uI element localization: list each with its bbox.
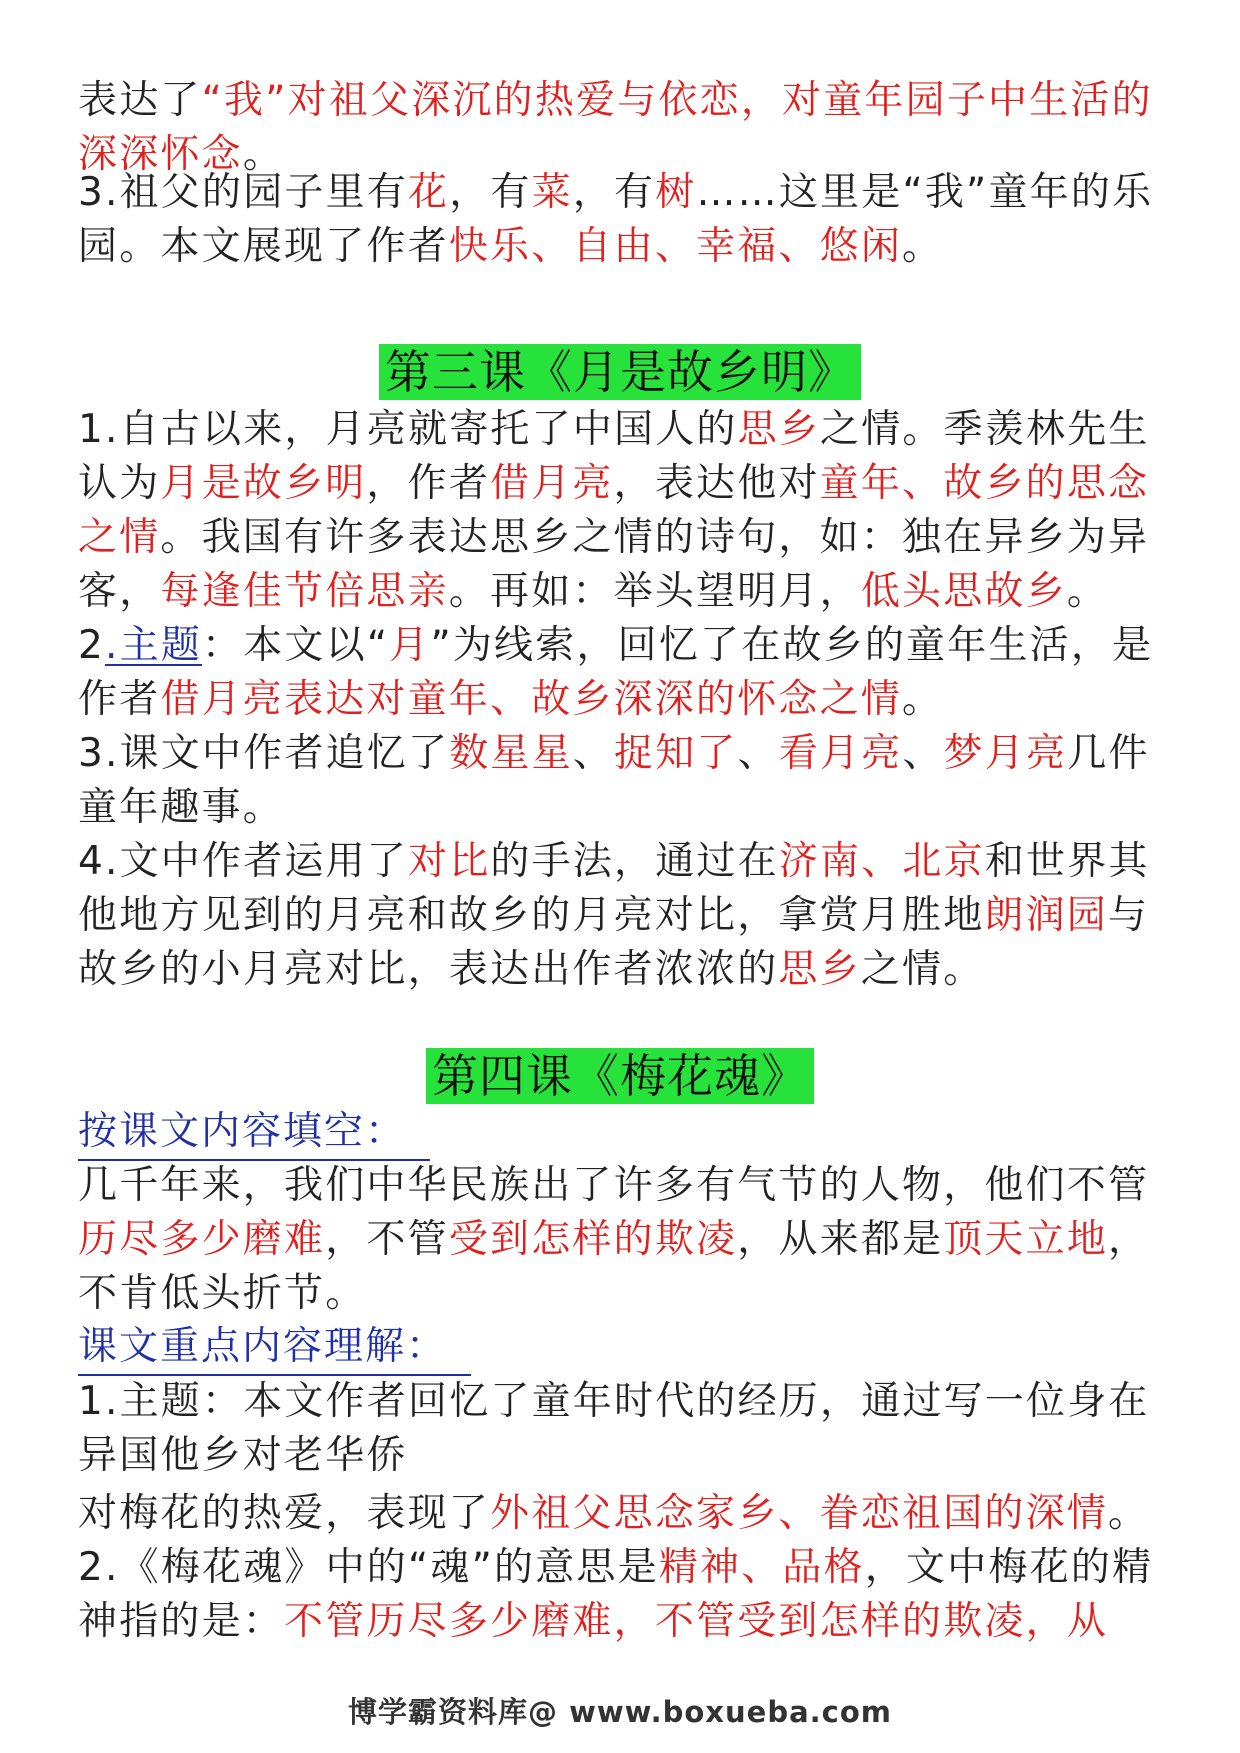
highlight-text: 顶天立地 — [943, 1217, 1109, 1262]
highlight-text: 每逢佳节倍思亲 — [160, 569, 449, 614]
lesson3-item-2 — [78, 619, 1168, 727]
lesson3-item-3 — [78, 727, 1168, 835]
text-run: 表达了 — [78, 78, 202, 123]
highlight-text: 不管历尽多少磨难，不管受到怎样的欺凌，从 — [284, 1599, 1109, 1644]
lesson4-heading-row — [0, 1048, 1240, 1104]
highlight-text: 思乡 — [778, 947, 861, 992]
key-content-link[interactable]: 课文重点内容理解： — [78, 1320, 471, 1376]
text-run: ，文中梅花的精神指的是： — [78, 1545, 1154, 1644]
text-run: ：本文以“ — [202, 623, 390, 668]
highlight-text: 菜 — [531, 170, 573, 215]
highlight-text: 梦月亮 — [943, 731, 1068, 776]
text-run: ，表达他对 — [613, 461, 820, 506]
highlight-text: 快乐、自由、幸福、悠闲 — [448, 224, 903, 269]
text-run: 3.祖父的园子里有 — [78, 170, 409, 215]
text-run: 之情。季羡林先生认为 — [78, 407, 1150, 506]
text-run: ……这里是“我”童年的乐园。本文展现了作者 — [78, 170, 1154, 269]
text-run: ，不管 — [325, 1217, 449, 1262]
text-run: 几千年来，我们中华民族出了许多有气节的人物，他们不管 — [78, 1163, 1150, 1208]
lesson4-heading: 第四课《梅花魂》 — [426, 1048, 814, 1104]
text-run: 。我国有许多表达思乡之情的诗句，如：独在异乡为异客， — [78, 515, 1150, 614]
highlight-text: 借月亮 — [490, 461, 614, 506]
lesson3-item-1 — [78, 403, 1168, 619]
text-run: ”为线索，回忆了在故乡的童年生活，是作者 — [78, 623, 1154, 722]
highlight-text: 月是故乡明 — [160, 461, 367, 506]
highlight-text: 受到怎样的欺凌 — [448, 1217, 738, 1262]
text-run: 。 — [1066, 569, 1109, 614]
text-run: 1.主题：本文作者回忆了童年时代的经历，通过写一位身在异国他乡对老华侨 — [78, 1379, 1150, 1478]
highlight-text: 月 — [389, 623, 431, 668]
highlight-text: 捉知了 — [614, 731, 738, 776]
highlight-text: “我”对祖父深沉的热爱与依恋，对童年园子中生活的深深怀念 — [78, 78, 1153, 177]
highlight-text: 低头思故乡 — [860, 569, 1067, 614]
lesson4-item-1b — [78, 1487, 1168, 1541]
highlight-text: 花 — [408, 170, 450, 215]
lesson4-fill-paragraph — [78, 1159, 1168, 1321]
highlight-text: 济南、北京 — [778, 839, 985, 884]
text-run: 3.课文中作者追忆了 — [78, 731, 450, 776]
highlight-text: 历尽多少磨难 — [78, 1217, 326, 1262]
lesson3-heading: 第三课《月是故乡明》 — [379, 344, 861, 400]
lesson3-heading-row — [0, 344, 1240, 400]
text-run: 。 — [242, 132, 285, 177]
text-run: 对梅花的热爱，表现了 — [78, 1491, 491, 1536]
text-run: 之情。 — [860, 947, 985, 992]
lesson3-item-4 — [78, 835, 1168, 997]
highlight-text: 数星星 — [449, 731, 573, 776]
text-run: 几件童年趣事。 — [78, 731, 1150, 830]
highlight-text: 外祖父思念家乡、眷恋祖国的深情 — [490, 1491, 1109, 1536]
highlight-text: 看月亮 — [778, 731, 903, 776]
fill-in-blank-link[interactable]: 按课文内容填空： — [78, 1105, 430, 1161]
intro-item-3 — [78, 166, 1168, 274]
theme-link[interactable]: .主题 — [105, 623, 203, 668]
text-run: 、 — [902, 731, 944, 776]
text-run: 、 — [572, 731, 615, 776]
text-run: ，作者 — [366, 461, 491, 506]
text-run: 2.《梅花魂》中的“魂”的意思是 — [78, 1545, 659, 1590]
text-run: 4.文中作者运用了 — [78, 839, 409, 884]
highlight-text: 思乡 — [737, 407, 821, 452]
watermark-footer: 博学霸资料库@ www.boxueba.com — [347, 1695, 892, 1729]
text-run: ，从来都是 — [737, 1217, 944, 1262]
highlight-text: 借月亮表达对童年、故乡深深的怀念之情 — [160, 677, 903, 722]
text-run: 和世界其他地方见到的月亮和故乡的月亮对比，拿赏月胜地 — [78, 839, 1150, 938]
highlight-text: 对比 — [408, 839, 491, 884]
lesson4-item-2 — [78, 1541, 1168, 1649]
text-run: 的手法，通过在 — [490, 839, 779, 884]
text-run: 2 — [78, 623, 106, 668]
text-run: 1.自古以来，月亮就寄托了中国人的 — [78, 407, 738, 452]
text-run: 。 — [902, 224, 944, 269]
text-run: 。再如：举头望明月， — [448, 569, 861, 614]
highlight-text: 树 — [655, 170, 697, 215]
lesson4-item-1a — [78, 1375, 1168, 1483]
text-run: 、 — [737, 731, 779, 776]
text-run: ，有 — [572, 170, 656, 215]
text-run: 。 — [902, 677, 944, 722]
highlight-text: 精神、品格 — [658, 1545, 865, 1590]
highlight-text: 童年、故乡的思念之情 — [78, 461, 1150, 560]
text-run: ，不肯低头折节。 — [78, 1217, 1150, 1316]
highlight-text: 朗润园 — [984, 893, 1109, 938]
text-run: 。 — [1108, 1491, 1150, 1536]
text-run: ，有 — [449, 170, 532, 215]
text-run: 与故乡的小月亮对比，表达出作者浓浓的 — [78, 893, 1150, 992]
